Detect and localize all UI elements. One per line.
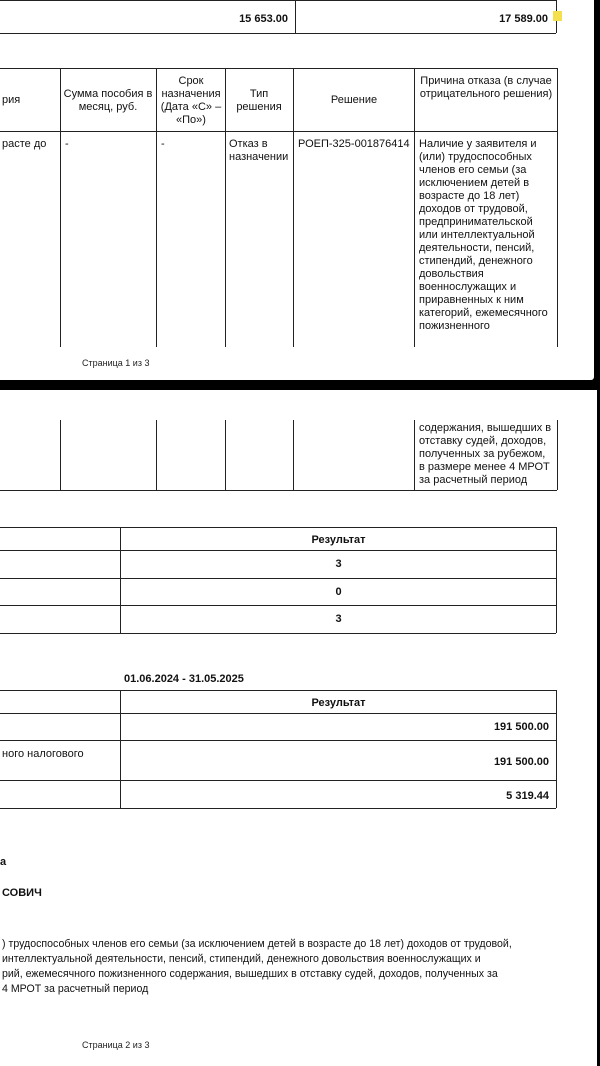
result1-bottom-border (0, 633, 556, 634)
result2-right-border (556, 690, 557, 808)
reason-line: пожизненного (419, 320, 490, 332)
reason-line: категорий, ежемесячного (419, 307, 548, 319)
reason-line: исключением детей в (419, 177, 530, 189)
reason-line: за расчетный период (419, 474, 528, 486)
row-refusal-reason (419, 138, 557, 333)
table-col-divider-4 (293, 68, 294, 347)
result1-top-border (0, 527, 556, 528)
reason-line: отставку судей, доходов, (419, 435, 547, 447)
row-decision-type: Отказ в назначении (229, 138, 289, 163)
totals-divider (295, 0, 296, 33)
reason-line: в размере менее 4 МРОТ (419, 461, 550, 473)
reason-line: доходов от трудовой, (419, 203, 528, 215)
page-footer-1: Страница 1 из 3 (82, 358, 150, 368)
totals-bottom-border (0, 33, 556, 34)
reason-line: полученных за рубежом, (419, 448, 546, 460)
result2-header: Результат (311, 697, 366, 709)
cont-col-divider-3 (225, 420, 226, 490)
cont-right-border (557, 420, 558, 490)
result1-row-border (0, 550, 556, 551)
cont-bottom-border (0, 490, 557, 491)
applicant-patronymic-fragment: СОВИЧ (2, 887, 42, 899)
result2-row-border (0, 780, 556, 781)
cont-col-divider-4 (293, 420, 294, 490)
row-decision-number: РОЕП-325-001876414 (298, 138, 410, 150)
reason-line: приравненных к ним (419, 294, 524, 306)
header-refusal-reason: Причина отказа (в случае отрицательного решения) (419, 75, 553, 100)
highlight-marker (553, 11, 562, 21)
row-period: - (161, 138, 165, 150)
row-amount: - (65, 138, 69, 150)
result2-top-border (0, 690, 556, 691)
result2-row-label: ного налогового (2, 748, 84, 760)
table-right-border (557, 68, 558, 347)
cont-col-divider-1 (60, 420, 61, 490)
reason-line: членов его семьи (за (419, 164, 527, 176)
cont-col-divider-5 (414, 420, 415, 490)
result2-value: 191 500.00 (493, 756, 549, 768)
paragraph-line: рий, ежемесячного пожизненного содержания, вышедших в отставку судей, доходов, полученных за (2, 968, 498, 980)
table-col-divider-3 (225, 68, 226, 347)
paragraph-line: 4 МРОТ за расчетный период (2, 983, 149, 995)
reason-line: довольствия (419, 268, 484, 280)
reason-line: военнослужащих и (419, 281, 517, 293)
header-decision-type: Тип решения (236, 88, 282, 113)
header-category: рия (2, 94, 21, 106)
period-label: 01.06.2024 - 31.05.2025 (124, 673, 244, 685)
total-value-left: 15 653.00 (239, 13, 288, 25)
result1-header: Результат (311, 534, 366, 546)
row-category: расте до (2, 138, 47, 150)
result1-value: 0 (335, 586, 342, 598)
document-page-1 (0, 0, 594, 380)
reason-line: (или) трудоспособных (419, 151, 532, 163)
result2-value: 191 500.00 (493, 721, 549, 733)
paragraph-line: интеллектуальной деятельности, пенсий, стипендий, денежного довольствия военнослужащих и (2, 953, 481, 965)
total-value-right: 17 589.00 (499, 13, 548, 25)
name-fragment: а (0, 856, 7, 868)
cont-col-divider-2 (156, 420, 157, 490)
document-page-2 (0, 390, 597, 1066)
result2-row-border (0, 740, 556, 741)
result2-bottom-border (0, 808, 556, 809)
reason-line: деятельности, пенсий, (419, 242, 535, 254)
page-footer-2: Страница 2 из 3 (82, 1040, 150, 1050)
header-amount: Сумма пособия в месяц, руб. (63, 88, 153, 113)
result1-right-border (556, 527, 557, 633)
refusal-reason-paragraph (2, 937, 562, 997)
table-col-divider-1 (60, 68, 61, 347)
reason-line: содержания, вышедших в (419, 422, 552, 434)
result1-row-border (0, 605, 556, 606)
reason-line: Наличие у заявителя и (419, 138, 537, 150)
result2-value: 5 319.44 (506, 790, 549, 802)
result1-value: 3 (335, 558, 342, 570)
totals-top-border (0, 0, 556, 1)
table-header-bottom-border (0, 131, 557, 132)
result1-row-border (0, 578, 556, 579)
result2-row-border (0, 713, 556, 714)
reason-line: возрасте до 18 лет) (419, 190, 520, 202)
result1-value: 3 (335, 613, 342, 625)
header-decision: Решение (330, 94, 378, 106)
table-col-divider-5 (414, 68, 415, 347)
continued-refusal-reason (419, 422, 557, 487)
reason-line: предпринимательской (419, 216, 533, 228)
table-col-divider-2 (156, 68, 157, 347)
reason-line: или интеллектуальной (419, 229, 535, 241)
header-period: Срок назначения (Дата «С» – «По») (160, 75, 222, 126)
paragraph-line: ) трудоспособных членов его семьи (за исключением детей в возрасте до 18 лет) доходов от трудовой, (2, 938, 512, 950)
table-top-border (0, 68, 557, 69)
reason-line: стипендий, денежного (419, 255, 533, 267)
